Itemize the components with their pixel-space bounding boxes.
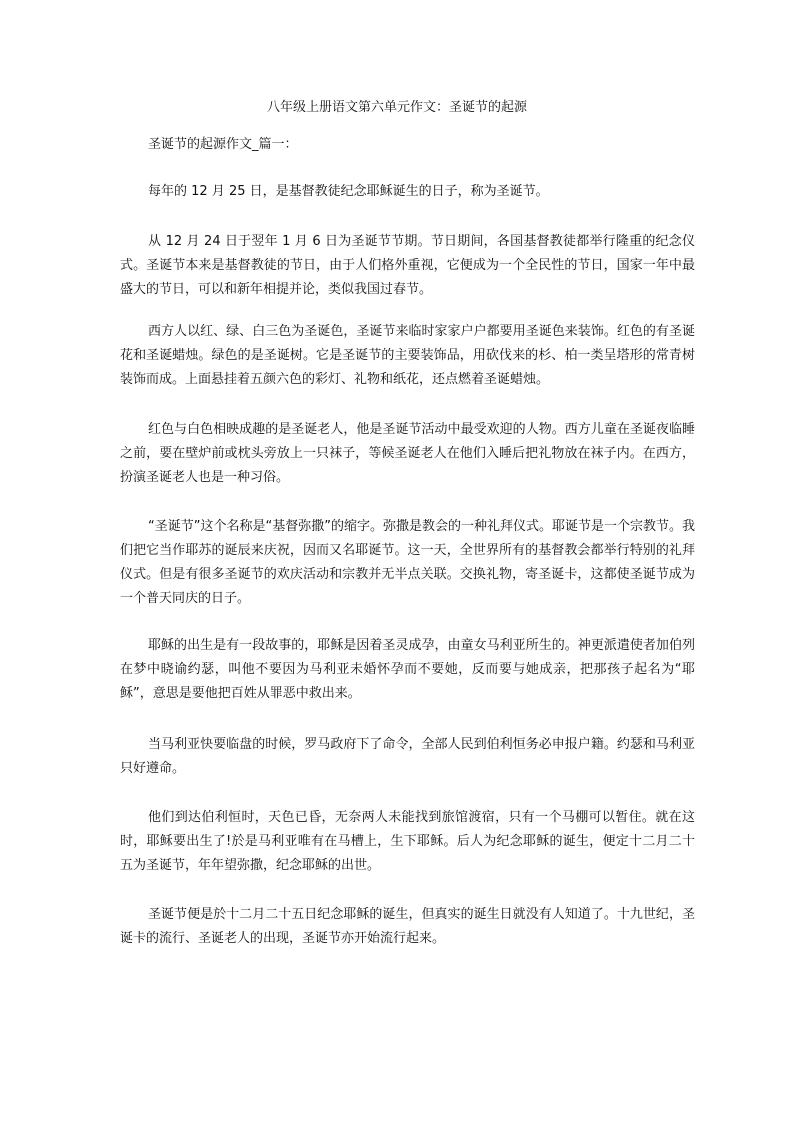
- paragraph-1: 每年的 12 月 25 日，是基督教徒纪念耶稣诞生的日子，称为圣诞节。: [148, 184, 549, 199]
- paragraph-9: 圣诞节便是於十二月二十五日纪念耶稣的诞生，但真实的诞生日就没有人知道了。十九世纪，圣诞卡的流行、圣诞老人的出现，圣诞节亦开始流行起来。: [120, 907, 695, 946]
- paragraph-6: 耶稣的出生是有一段故事的，耶稣是因着圣灵成孕，由童女马利亚所生的。神更派遣使者加伯列在梦中晓谕约瑟，叫他不要因为马利亚未婚怀孕而不要她，反而要与她成亲，把那孩子起名为“耶稣”，意思是要他把百姓从罪恶中救出来。: [120, 638, 695, 701]
- section-heading: 圣诞节的起源作文_篇一：: [148, 137, 298, 152]
- paragraph-7: 当马利亚快要临盘的时候，罗马政府下了命令，全部人民到伯利恒务必申报户籍。约瑟和马利亚只好遵命。: [120, 737, 695, 776]
- paragraph-2: 从 12 月 24 日于翌年 1 月 6 日为圣诞节节期。节日期间，各国基督教徒都举行隆重的纪念仪式。圣诞节本来是基督教徒的节日，由于人们格外重视，它便成为一个全民性的节日，国家一年中最盛大的节日，可以和新年相提并论，类似我国过春节。: [120, 234, 695, 297]
- document-title: 八年级上册语文第六单元作文：圣诞节的起源: [266, 100, 527, 115]
- paragraph-4: 红色与白色相映成趣的是圣诞老人，他是圣诞节活动中最受欢迎的人物。西方儿童在圣诞夜临睡之前，要在壁炉前或枕头旁放上一只袜子，等候圣诞老人在他们入睡后把礼物放在袜子内。在西方，扮演圣诞老人也是一种习俗。: [120, 422, 695, 485]
- paragraph-5: “圣诞节”这个名称是“基督弥撒”的缩字。弥撒是教会的一种礼拜仪式。耶诞节是一个宗教节。我们把它当作耶苏的诞辰来庆祝，因而又名耶诞节。这一天，全世界所有的基督教会都举行特别的礼拜仪式。但是有很多圣诞节的欢庆活动和宗教并无半点关联。交换礼物，寄圣诞卡，这都使圣诞节成为一个普天同庆的日子。: [120, 519, 695, 606]
- paragraph-3: 西方人以红、绿、白三色为圣诞色，圣诞节来临时家家户户都要用圣诞色来装饰。红色的有圣诞花和圣诞蜡烛。绿色的是圣诞树。它是圣诞节的主要装饰品，用砍伐来的杉、柏一类呈塔形的常青树装饰而成。上面悬挂着五颜六色的彩灯、礼物和纸花，还点燃着圣诞蜡烛。: [120, 324, 695, 387]
- paragraph-8: 他们到达伯利恒时，天色已昏，无奈两人未能找到旅馆渡宿，只有一个马棚可以暂住。就在这时，耶稣要出生了!於是马利亚唯有在马槽上，生下耶稣。后人为纪念耶稣的诞生，便定十二月二十五为圣诞节，年年望弥撒，纪念耶稣的出世。: [120, 810, 695, 873]
